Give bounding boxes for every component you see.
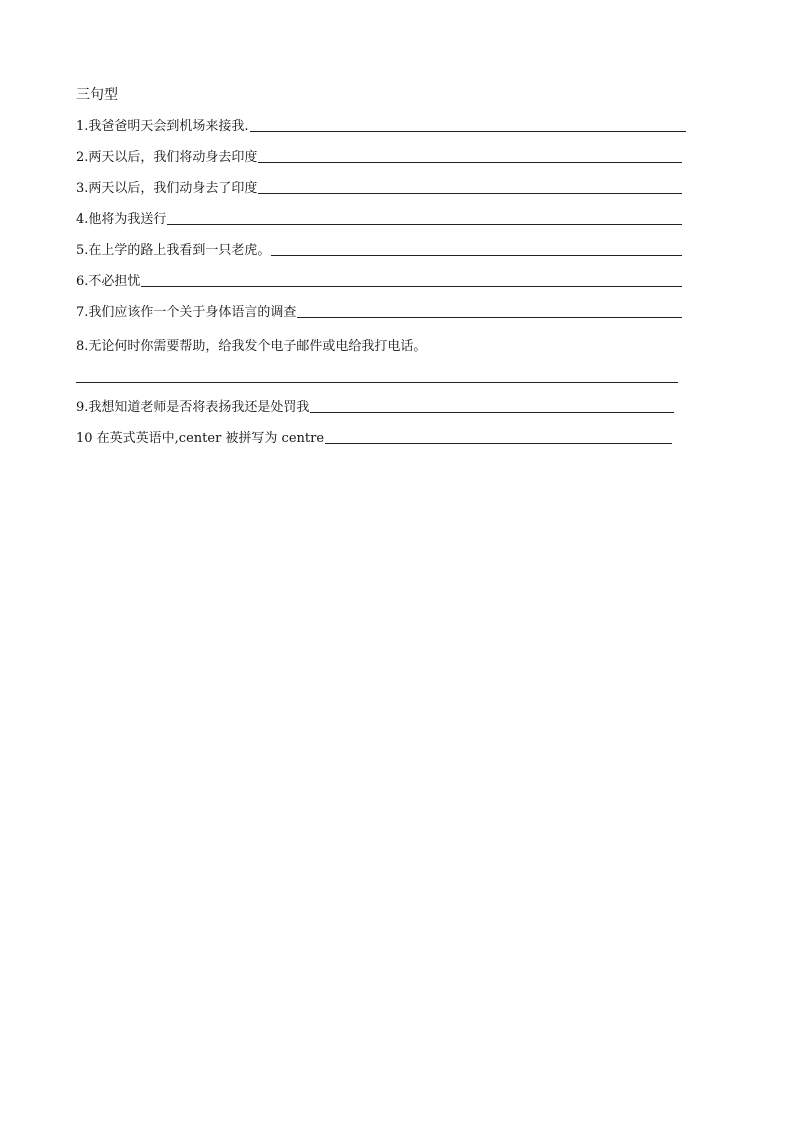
answer-line-4[interactable]	[167, 223, 682, 225]
question-prompt-3: 3.两天以后，我们动身去了印度	[76, 181, 258, 196]
question-prompt-1: 1.我爸爸明天会到机场来接我.	[76, 119, 249, 134]
question-prompt-8: 8.无论何时你需要帮助，给我发个电子邮件或电给我打电话。	[76, 339, 427, 354]
answer-line-2[interactable]	[258, 161, 682, 163]
section-title: 三句型	[76, 87, 118, 103]
question-row-8	[76, 338, 682, 355]
question-row-5	[76, 242, 682, 259]
question-row-1	[76, 118, 686, 135]
question-row-10	[76, 430, 672, 447]
answer-line-8[interactable]	[76, 382, 678, 383]
question-prompt-6: 6.不必担忧	[76, 274, 141, 289]
answer-line-7[interactable]	[297, 316, 682, 318]
answer-line-1[interactable]	[250, 130, 686, 132]
question-row-3	[76, 180, 682, 197]
answer-line-6[interactable]	[141, 285, 682, 287]
question-row-4	[76, 211, 682, 228]
question-prompt-10: 10 在英式英语中,center 被拼写为 centre	[76, 431, 325, 446]
question-row-7	[76, 304, 682, 321]
question-row-9	[76, 399, 674, 416]
question-prompt-9: 9.我想知道老师是否将表扬我还是处罚我	[76, 400, 310, 415]
answer-line-5[interactable]	[271, 254, 682, 256]
answer-line-3[interactable]	[258, 192, 682, 194]
question-prompt-5: 5.在上学的路上我看到一只老虎。	[76, 243, 271, 258]
question-prompt-4: 4.他将为我送行	[76, 212, 167, 227]
question-row-2	[76, 149, 682, 166]
answer-line-9[interactable]	[310, 411, 674, 413]
question-prompt-2: 2.两天以后，我们将动身去印度	[76, 150, 258, 165]
answer-line-10[interactable]	[325, 442, 672, 444]
question-row-6	[76, 273, 682, 290]
question-prompt-7: 7.我们应该作一个关于身体语言的调查	[76, 305, 297, 320]
